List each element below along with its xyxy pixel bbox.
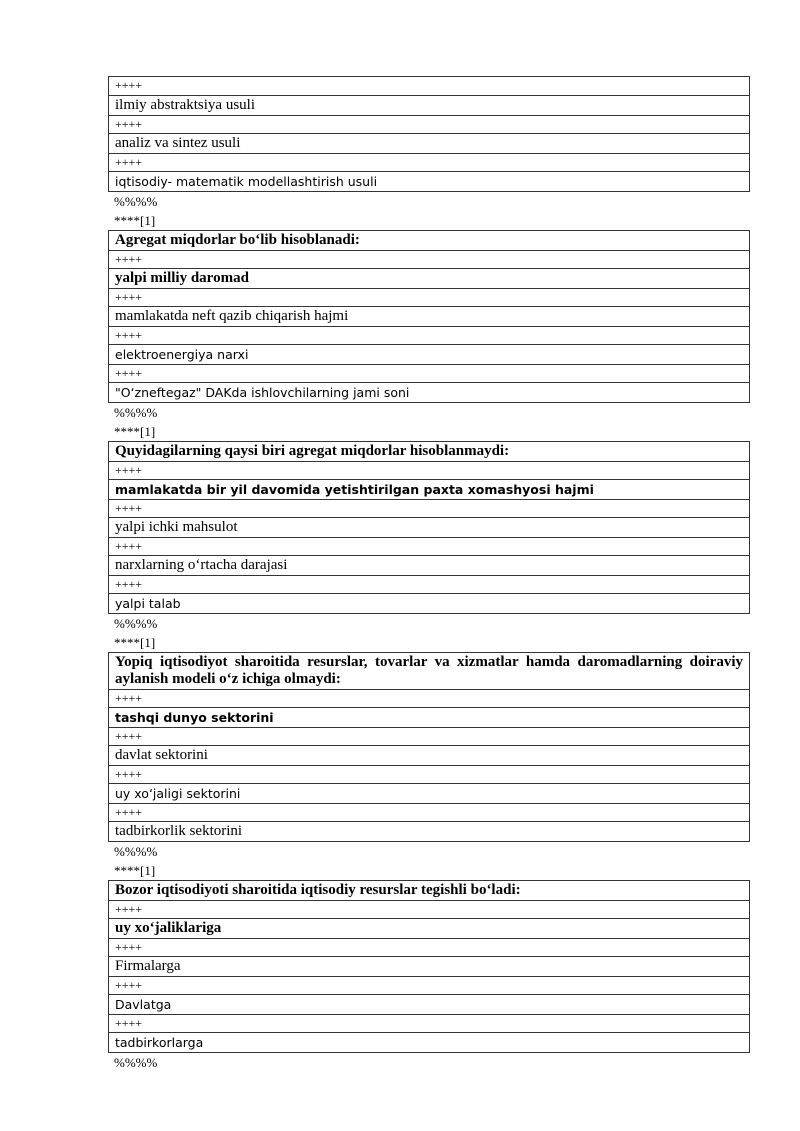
answer-marker: ++++ [115, 78, 143, 92]
answer-option: iqtisodiy- matematik modellashtirish usuli [109, 171, 749, 191]
answer-option: ilmiy abstraktsiya usuli [109, 95, 749, 115]
answer-marker: ++++ [109, 938, 749, 956]
answer-option: uy xo‘jaligi sektorini [109, 783, 749, 803]
start-marker: ****[1] [114, 213, 156, 228]
question-table-1 [108, 230, 750, 403]
answer-option: uy xo‘jaliklariga [109, 918, 749, 938]
answer-marker: ++++ [109, 288, 749, 306]
answer-option: Davlatga [109, 994, 749, 1014]
start-marker: ****[1] [114, 635, 156, 650]
answer-marker: ++++ [109, 575, 749, 593]
answer-marker: ++++ [109, 1014, 749, 1032]
answer-marker: ++++ [109, 537, 749, 555]
answer-option: mamlakatda bir yil davomida yetishtirilgan paxta xomashyosi hajmi [109, 479, 749, 499]
answer-option: yalpi milliy daromad [109, 268, 749, 288]
answer-option: "O‘zneftegaz" DAKda ishlovchilarning jami soni [109, 382, 749, 402]
answer-marker: ++++ [109, 765, 749, 783]
answer-option: analiz va sintez usuli [109, 133, 749, 153]
end-marker: %%%% [114, 405, 158, 420]
answer-option: tadbirkorlik sektorini [109, 821, 749, 841]
start-marker: ****[1] [114, 424, 156, 439]
end-marker: %%%% [114, 616, 158, 631]
answer-option: Firmalarga [109, 956, 749, 976]
end-marker: %%%% [114, 1055, 158, 1070]
answer-option: mamlakatda neft qazib chiqarish hajmi [109, 306, 749, 326]
answer-marker: ++++ [109, 499, 749, 517]
answer-marker: ++++ [109, 976, 749, 994]
answer-option: davlat sektorini [109, 745, 749, 765]
answer-option: elektroenergiya narxi [109, 344, 749, 364]
answer-table-0 [108, 76, 750, 192]
answer-marker: ++++ [109, 900, 749, 918]
answer-marker: ++++ [109, 803, 749, 821]
question-text: Agregat miqdorlar bo‘lib hisoblanadi: [115, 232, 360, 248]
answer-option: yalpi talab [109, 593, 749, 613]
end-marker: %%%% [114, 844, 158, 859]
answer-marker: ++++ [109, 727, 749, 745]
answer-marker: ++++ [109, 364, 749, 382]
answer-option: tadbirkorlarga [109, 1032, 749, 1052]
question-text: Quyidagilarning qaysi biri agregat miqdorlar hisoblanmaydi: [115, 443, 510, 459]
answer-marker: ++++ [109, 326, 749, 344]
start-marker: ****[1] [114, 863, 156, 878]
question-table-3 [108, 652, 750, 842]
question-text: Bozor iqtisodiyoti sharoitida iqtisodiy resurslar tegishli bo‘ladi: [115, 882, 521, 898]
answer-marker: ++++ [109, 153, 749, 171]
answer-option: tashqi dunyo sektorini [109, 707, 749, 727]
question-text: Yopiq iqtisodiyot sharoitida resurslar, tovarlar va xizmatlar hamda daromadlarning doiraviy aylanish modeli o‘z ichiga olmaydi: [115, 654, 743, 687]
answer-option: yalpi ichki mahsulot [109, 517, 749, 537]
test-content [108, 76, 750, 1072]
end-marker: %%%% [114, 194, 158, 209]
answer-marker: ++++ [109, 461, 749, 479]
answer-marker: ++++ [109, 250, 749, 268]
question-table-2 [108, 441, 750, 614]
question-table-4 [108, 880, 750, 1053]
answer-marker: ++++ [109, 115, 749, 133]
answer-option: narxlarning o‘rtacha darajasi [109, 555, 749, 575]
answer-marker: ++++ [109, 689, 749, 707]
